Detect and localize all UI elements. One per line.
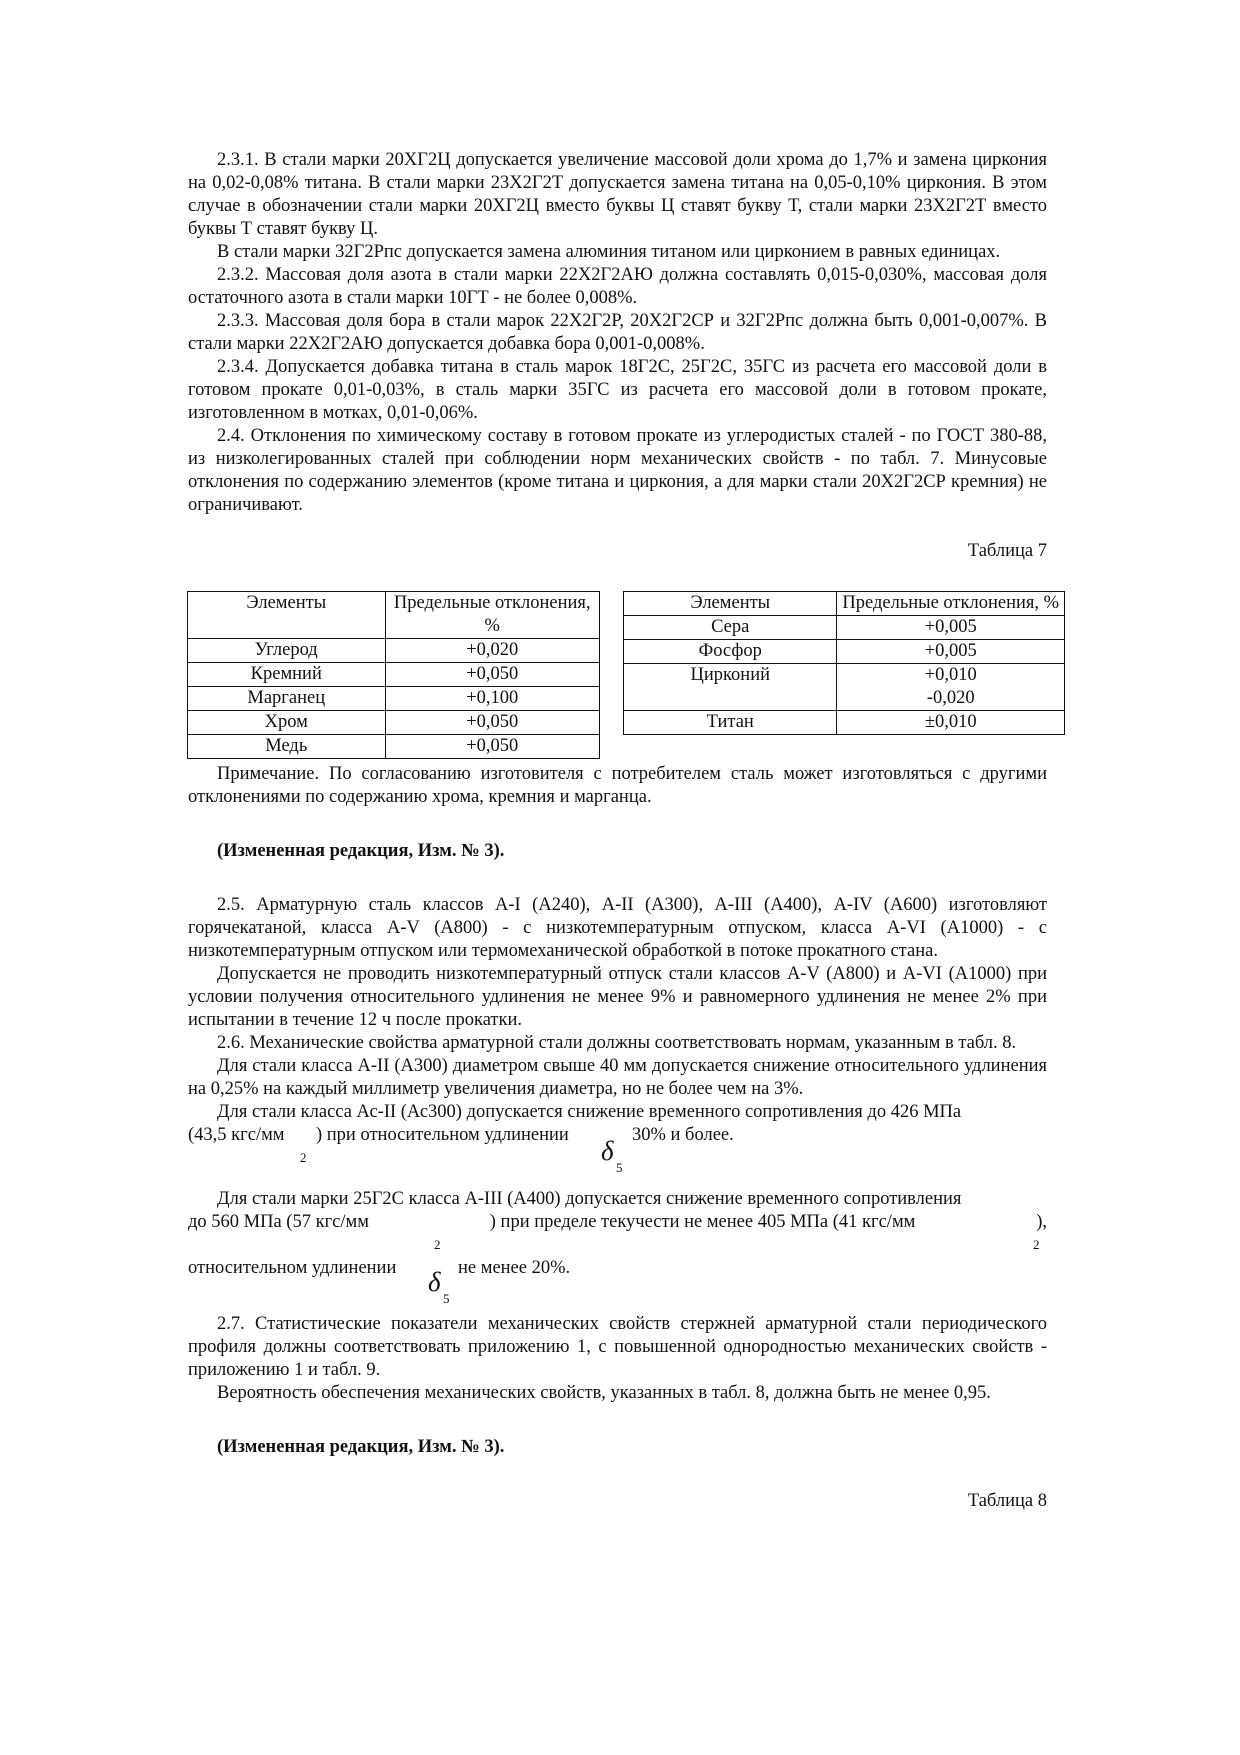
table-header-row — [188, 592, 600, 639]
table-7-left — [187, 591, 600, 759]
paragraph: Допускается не проводить низкотемпературный отпуск стали классов А-V (А800) и А-VI (А1000) при условии получения относительного удлинения не менее 9% и равномерного удлинения не менее 2% при испытании в течение 12 ч после прокатки. — [188, 964, 1047, 1030]
formula-text: (43,5 кгс/мм — [188, 1125, 285, 1145]
table-cell: Цирконий — [624, 664, 837, 688]
table-cell: Фосфор — [624, 640, 837, 664]
paragraph: 2.3.4. Допускается добавка титана в сталь марок 18Г2С, 25Г2С, 35ГС из расчета его массовой доли в готовом прокате 0,01-0,03%, в сталь марки 35ГС из расчета его массовой доли в готовом прокате, изготовленном в мотках, 0,01-0,06%. — [188, 357, 1047, 423]
table-header-cell: Элементы — [624, 592, 837, 616]
table-header-cell: Предельные отклонения, % — [385, 592, 600, 639]
formula-line — [188, 1211, 1047, 1234]
formula-superscript: 2 — [300, 1150, 307, 1165]
table-7 — [188, 591, 1060, 763]
revision-note: (Измененная редакция, Изм. № 3). — [217, 841, 505, 861]
table-row — [624, 640, 1065, 664]
paragraph: Для стали класса Ас-II (Ас300) допускается снижение временного сопротивления до 426 МПа — [217, 1102, 962, 1122]
table-row — [624, 687, 1065, 711]
formula-superscript: 2 — [1033, 1237, 1040, 1252]
paragraph: Для стали марки 25Г2С класса А-III (А400) допускается снижение временного сопротивления — [217, 1189, 962, 1209]
formula-text: 30% и более. — [632, 1125, 734, 1145]
formula-subscript: 5 — [443, 1291, 450, 1306]
formula-superscript: 2 — [434, 1237, 441, 1252]
table-header-cell: Предельные отклонения, % — [837, 592, 1065, 616]
table-cell: Кремний — [188, 663, 386, 687]
table-caption: Таблица 8 — [967, 1491, 1047, 1511]
table-cell: Углерод — [188, 639, 386, 663]
formula-text: не менее 20%. — [458, 1258, 571, 1278]
paragraph: 2.3.1. В стали марки 20ХГ2Ц допускается увеличение массовой доли хрома до 1,7% и замена циркония на 0,02-0,08% титана. В стали марки 23Х2Г2Т допускается замена титана на 0,05-0,10% циркония. В этом случае в обозначении стали марки 20ХГ2Ц вместо буквы Ц ставят букву Т, стали марки 23Х2Г2Т вместо буквы Т ставят букву Ц. — [188, 150, 1047, 239]
table-row — [188, 687, 600, 711]
formula-block — [188, 1211, 1047, 1307]
table-header-row — [624, 592, 1065, 616]
paragraph: 2.7. Статистические показатели механических свойств стержней арматурной стали периодического профиля должны соответствовать приложению 1, с повышенной однородностью механических свойств - приложению 1 и табл. 9. — [188, 1314, 1047, 1380]
delta-symbol: δ — [428, 1267, 441, 1297]
table-cell: +0,005 — [837, 640, 1065, 664]
table-row — [188, 735, 600, 759]
table-row — [188, 639, 600, 663]
document-body — [188, 149, 1060, 1513]
table-header-cell: Элементы — [188, 592, 386, 639]
table-7-right — [623, 591, 1065, 735]
formula-text: ) при пределе текучести не менее 405 МПа (41 кгс/мм — [489, 1212, 916, 1232]
paragraph: Для стали класса А-II (А300) диаметром свыше 40 мм допускается снижение относительного удлинения на 0,25% на каждый миллиметр увеличения диаметра, но не более чем на 3%. — [188, 1056, 1047, 1099]
table-cell: +0,050 — [385, 711, 600, 735]
table-note: Примечание. По согласованию изготовителя с потребителем сталь может изготовляться с другими отклонениями по содержанию хрома, кремния и марганца. — [188, 764, 1047, 807]
table-cell: +0,100 — [385, 687, 600, 711]
table-cell: Хром — [188, 711, 386, 735]
formula-text: относительном удлинении — [188, 1258, 397, 1278]
formula-text: до 560 МПа (57 кгс/мм — [188, 1212, 369, 1232]
formula-line — [188, 1124, 1047, 1174]
table-cell: +0,010 — [837, 664, 1065, 688]
table-row — [624, 711, 1065, 735]
table-cell — [624, 687, 837, 711]
table-cell: +0,005 — [837, 616, 1065, 640]
table-cell: ±0,010 — [837, 711, 1065, 735]
table-caption: Таблица 7 — [967, 541, 1047, 561]
revision-note: (Измененная редакция, Изм. № 3). — [217, 1437, 505, 1457]
paragraph: В стали марки 32Г2Рпс допускается замена алюминия титаном или цирконием в равных единицах. — [217, 242, 1001, 262]
paragraph: Вероятность обеспечения механических свойств, указанных в табл. 8, должна быть не менее 0,95. — [217, 1383, 991, 1403]
paragraph: 2.3.3. Массовая доля бора в стали марок 22Х2Г2Р, 20Х2Г2СР и 32Г2Рпс должна быть 0,001-0,007%. В стали марки 22Х2Г2АЮ допускается добавка бора 0,001-0,008%. — [188, 311, 1047, 354]
table-row — [188, 711, 600, 735]
table-row — [624, 664, 1065, 688]
paragraph: 2.5. Арматурную сталь классов А-I (А240), А-II (А300), А-III (А400), А-IV (А600) изготовляют горячекатаной, класса А-V (А800) - с низкотемпературным отпуском, класса А-VI (А1000) - с низкотемпературным отпуском или термомеханической обработкой в потоке прокатного стана. — [188, 895, 1047, 961]
table-cell: +0,020 — [385, 639, 600, 663]
table-cell: +0,050 — [385, 663, 600, 687]
delta-symbol: δ — [601, 1136, 614, 1166]
table-cell: -0,020 — [837, 687, 1065, 711]
paragraph: 2.6. Механические свойства арматурной стали должны соответствовать нормам, указанным в табл. 8. — [217, 1033, 1017, 1053]
formula-text: ), — [1036, 1212, 1047, 1232]
paragraph: 2.3.2. Массовая доля азота в стали марки 22Х2Г2АЮ должна составлять 0,015-0,030%, массовая доля остаточного азота в стали марки 10ГТ - не более 0,008%. — [188, 265, 1047, 308]
formula-subscript: 5 — [616, 1160, 623, 1175]
table-row — [188, 663, 600, 687]
table-cell: +0,050 — [385, 735, 600, 759]
table-cell: Медь — [188, 735, 386, 759]
table-row — [624, 616, 1065, 640]
formula-text: ) при относительном удлинении — [316, 1125, 569, 1145]
table-cell: Сера — [624, 616, 837, 640]
table-cell: Марганец — [188, 687, 386, 711]
paragraph: 2.4. Отклонения по химическому составу в готовом прокате из углеродистых сталей - по ГОСТ 380-88, из низколегированных сталей при соблюдении норм механических свойств - по табл. 7. Минусовые отклонения по содержанию элементов (кроме титана и циркония, а для марки стали 20Х2Г2СР кремния) не ограничивают. — [188, 426, 1047, 515]
table-cell: Титан — [624, 711, 837, 735]
